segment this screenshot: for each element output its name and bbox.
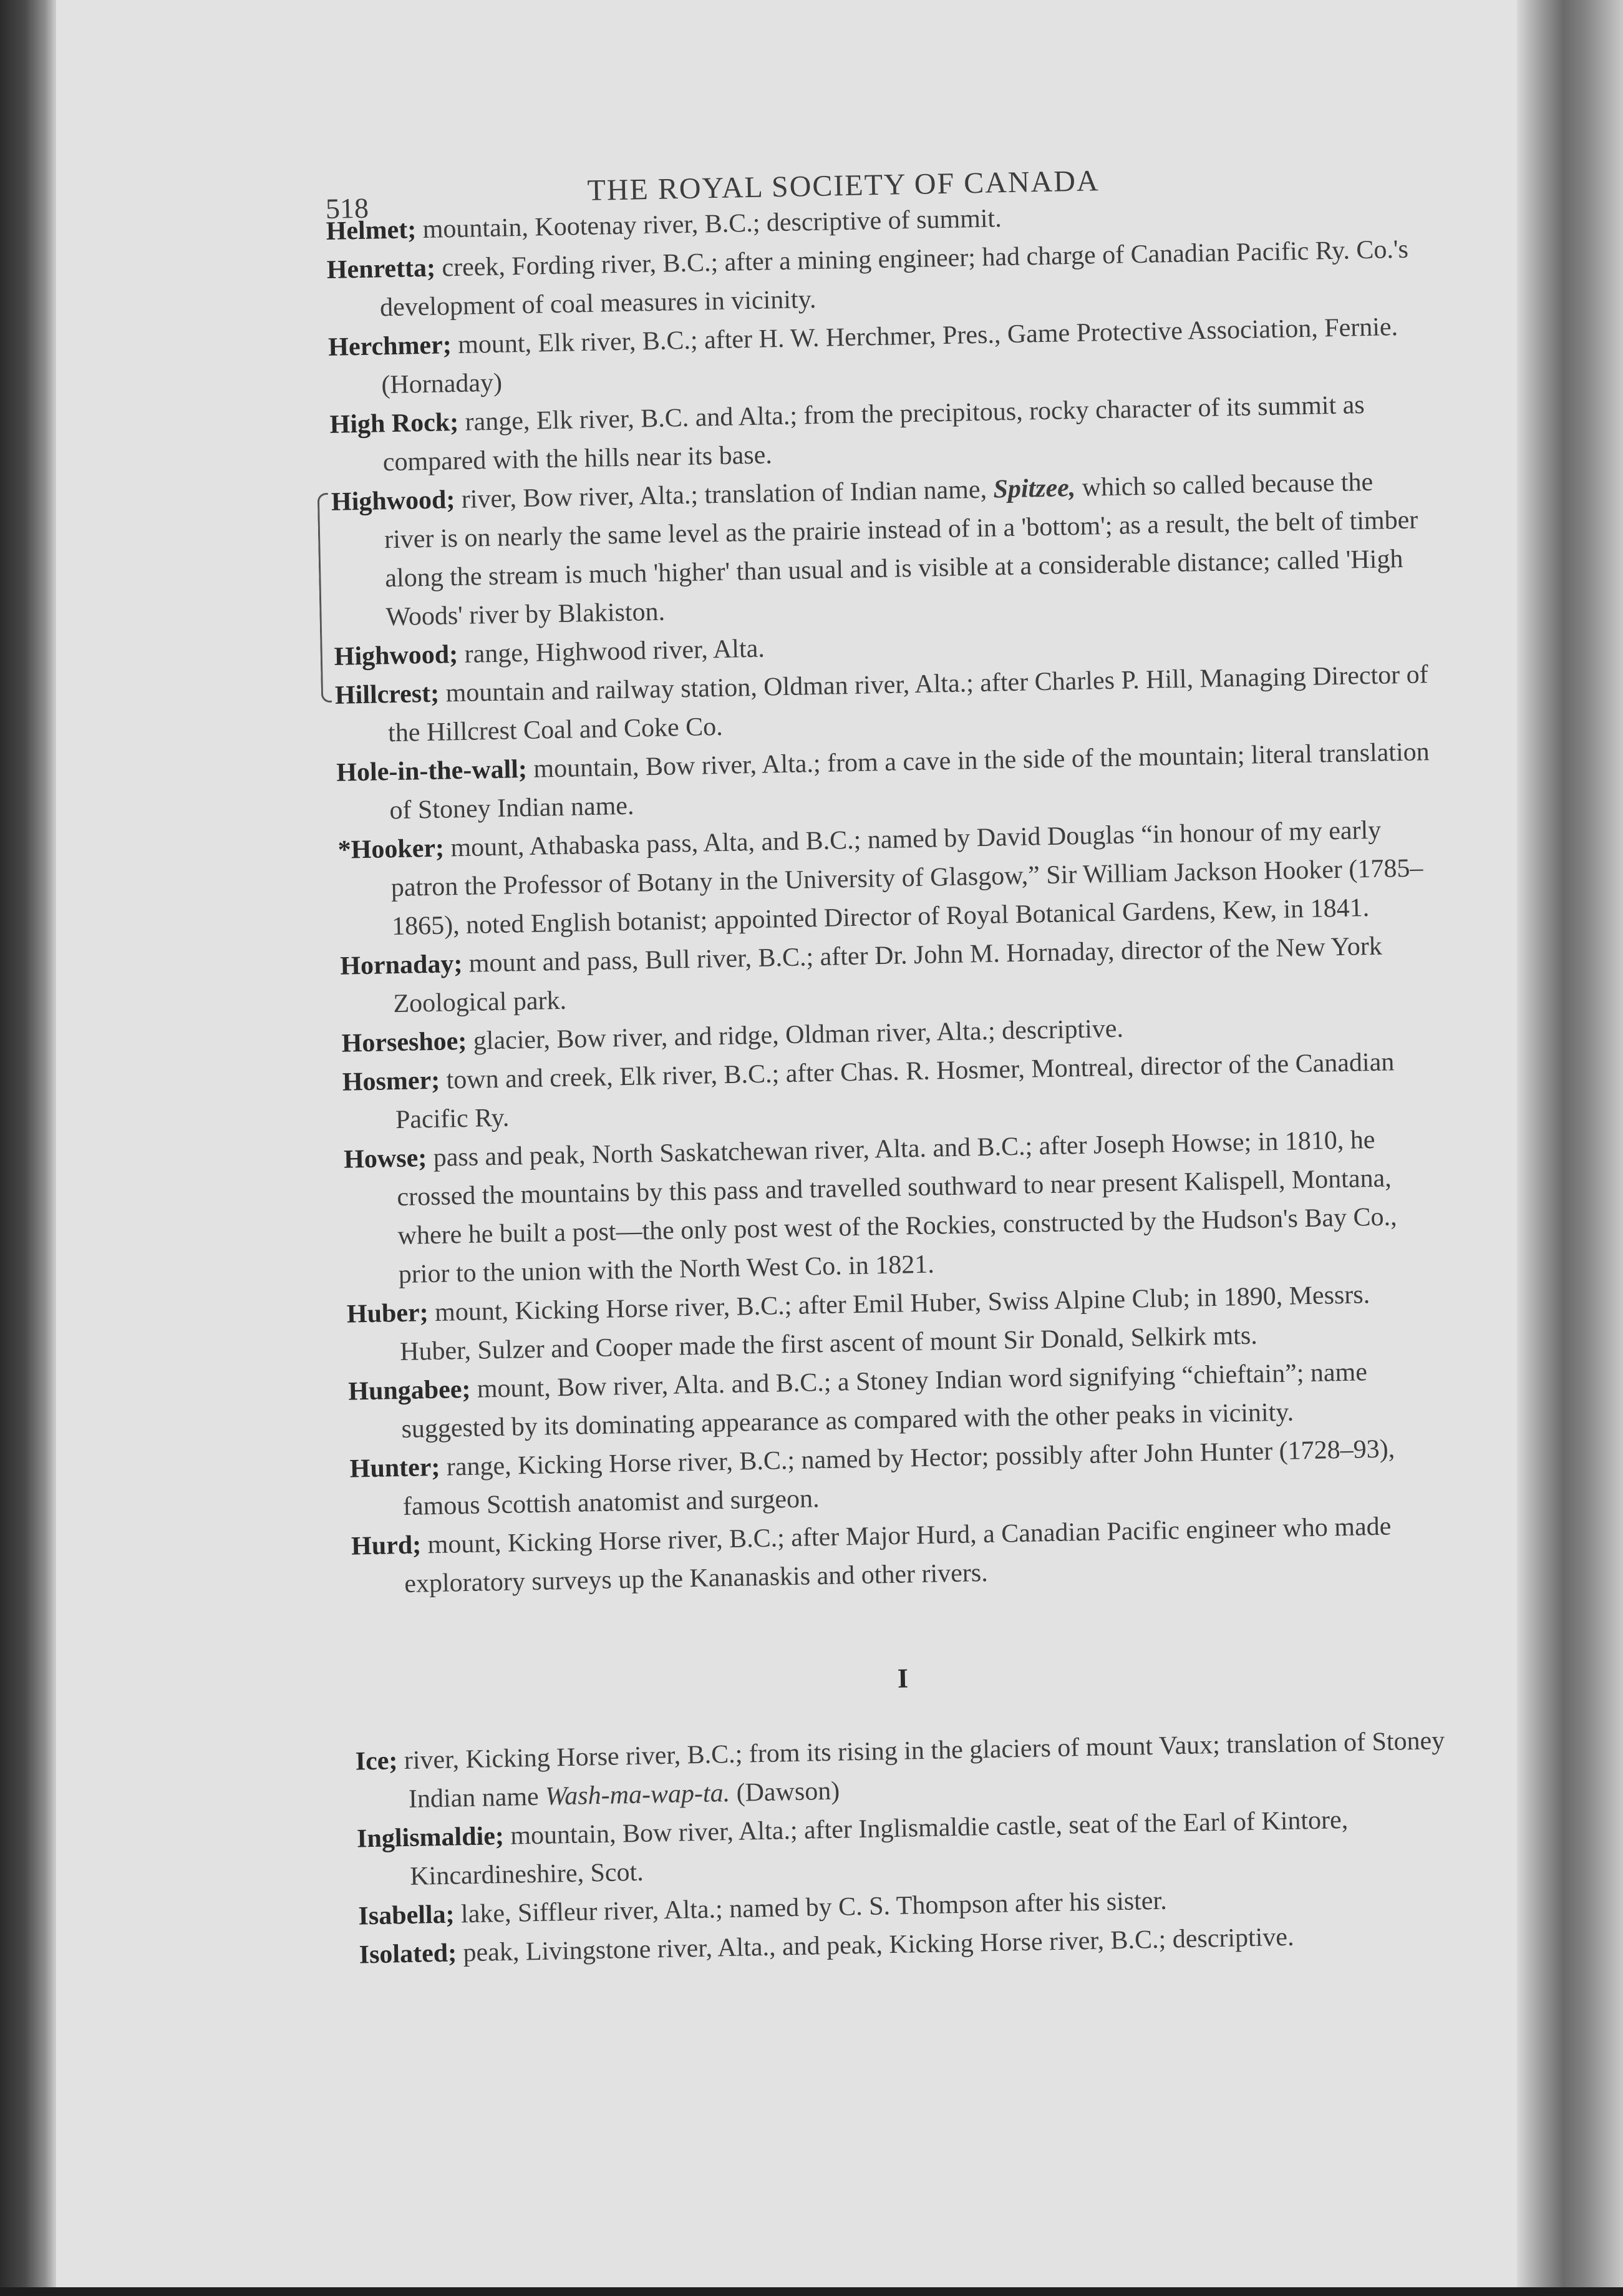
entry-term: Highwood; [334, 640, 458, 671]
entry-text: lake, Siffleur river, Alta.; named by C. S. Thompson after his sister. [454, 1886, 1168, 1929]
entry-text: range, Kicking Horse river, B.C.; named by Hector; possibly after John Hunter (1728–93), famous Scottish anatomist and surgeon. [402, 1434, 1395, 1521]
entry-term: Huber; [346, 1298, 429, 1329]
entry-text: mount and pass, Bull river, B.C.; after Dr. John M. Hornaday, director of the New York Zoological park. [393, 932, 1383, 1019]
entry-term: Hosmer; [342, 1066, 440, 1097]
native-name: Wash-ma-wap-ta. [545, 1779, 730, 1811]
entry-term: *Hooker; [337, 834, 445, 865]
entry-text: mount, Bow river, Alta. and B.C.; a Stoney Indian word signifying “chieftain”; name suggested by its dominating appearance as compared with the other peaks in vicinity. [401, 1358, 1368, 1444]
entry-term: Herchmer; [327, 331, 452, 362]
entry-text: mount, Athabaska pass, Alta, and B.C.; named by David Douglas “in honour of my early patron the Professor of Botany in the University of Glasgow,” Sir William Jackson Hooker (1785–1865), noted English botanist; appointed Director of Royal Botanical Gardens, Kew, in 1841. [390, 815, 1423, 941]
entry-text: mountain and railway station, Oldman river, Alta.; after Charles P. Hill, Managing Director of the Hillcrest Coal and Coke Co. [387, 660, 1429, 748]
gazetteer-entry [331, 462, 1431, 638]
page-number: 518 [325, 192, 369, 225]
entry-term: Helmet; [326, 215, 417, 246]
gazetteer-entry [337, 810, 1437, 947]
entry-text: (Dawson) [729, 1776, 840, 1808]
entry-term: Hurd; [351, 1530, 422, 1561]
entry-text: which so called because the river is on nearly the same level as the prairie instead of in a 'bottom'; as a result, the belt of timber along the stream is much 'higher' than usual and is visible at a considerable distance; called 'High Woods' river by Blakiston. [384, 467, 1418, 632]
entry-term: Hungabee; [347, 1374, 471, 1406]
entry-text: range, Elk river, B.C. and Alta.; from the precipitous, rocky character of its summit as compared with the hills near its base. [382, 391, 1365, 477]
entry-text: mount, Kicking Horse river, B.C.; after Emil Huber, Swiss Alpine Club; in 1890, Messrs. Huber, Sulzer and Cooper made the first ascent of mount Sir Donald, Selkirk mts. [399, 1280, 1370, 1367]
entry-text: glacier, Bow river, and ridge, Oldman river, Alta.; descriptive. [466, 1014, 1124, 1056]
entry-text: range, Highwood river, Alta. [457, 634, 765, 669]
scan-left-edge [0, 0, 56, 2296]
entry-term: Hornaday; [339, 949, 463, 981]
entry-term: Hillcrest; [334, 679, 440, 710]
entry-term: Horseshoe; [341, 1026, 467, 1058]
entry-text: mountain, Kootenay river, B.C.; descriptive of summit. [415, 204, 1002, 245]
entry-text: mount, Elk river, B.C.; after H. W. Herchmer, Pres., Game Protective Association, Fernie. (Hornaday) [381, 313, 1398, 400]
curly-brace-mark [317, 493, 332, 703]
entry-term: Hole-in-the-wall; [336, 754, 528, 787]
native-name: Spitzee, [993, 473, 1076, 504]
entry-term: Highwood; [331, 485, 455, 517]
entry-term: Inglismaldie; [356, 1821, 505, 1854]
entry-text: mount, Kicking Horse river, B.C.; after Major Hurd, a Canadian Pacific engineer who made exploratory surveys up the Kananaskis and other rivers. [404, 1512, 1392, 1598]
entry-term: Isolated; [359, 1938, 457, 1970]
entries-i [355, 1721, 1457, 1975]
entry-term: Hunter; [349, 1452, 440, 1484]
entry-text: town and creek, Elk river, B.C.; after Chas. R. Hosmer, Montreal, director of the Canadian Pacific Ry. [395, 1048, 1395, 1135]
entry-term: Ice; [355, 1746, 398, 1776]
running-title: THE ROYAL SOCIETY OF CANADA [587, 164, 1100, 207]
section-heading-i: I [897, 1663, 909, 1694]
entry-text: mountain, Bow river, Alta.; after Inglismaldie castle, seat of the Earl of Kintore, Kincardineshire, Scot. [409, 1805, 1349, 1891]
entry-term: Isabella; [358, 1900, 455, 1931]
entry-text: river, Kicking Horse river, B.C.; from its rising in the glaciers of mount Vaux; translation of Stoney Indian name [397, 1726, 1445, 1814]
entry-text: creek, Fording river, B.C.; after a mining engineer; had charge of Canadian Pacific Ry. Co.'s development of coal measures in vicinity. [379, 235, 1409, 323]
entry-term: Howse; [343, 1144, 427, 1174]
gazetteer-entry [344, 1119, 1444, 1295]
entry-text: mountain, Bow river, Alta.; from a cave in the side of the mountain; literal translation of Stoney Indian name. [389, 737, 1430, 825]
entry-term: High Rock; [329, 407, 459, 439]
entries-h-part1 [326, 191, 1428, 483]
scan-bottom-edge [0, 2287, 1623, 2296]
book-page [324, 122, 1462, 2239]
scan-right-edge [1517, 0, 1623, 2296]
highwood-bracket-group [331, 462, 1432, 676]
entries-h-part2 [334, 655, 1450, 1605]
entry-term: Henretta; [326, 253, 436, 285]
entry-text: pass and peak, North Saskatchewan river, Alta. and B.C.; after Joseph Howse; in 1810, he crossed the mountains by this pass and travelled southward to near present Kalispell, Montana, where he built a post—the only post west of the Rockies, constructed by the Hudson's Bay Co., prior to the union with the North West Co. in 1821. [397, 1125, 1397, 1290]
entry-text: peak, Livingstone river, Alta., and peak, Kicking Horse river, B.C.; descriptive. [456, 1922, 1294, 1968]
entry-text: river, Bow river, Alta.; translation of Indian name, [454, 475, 994, 515]
